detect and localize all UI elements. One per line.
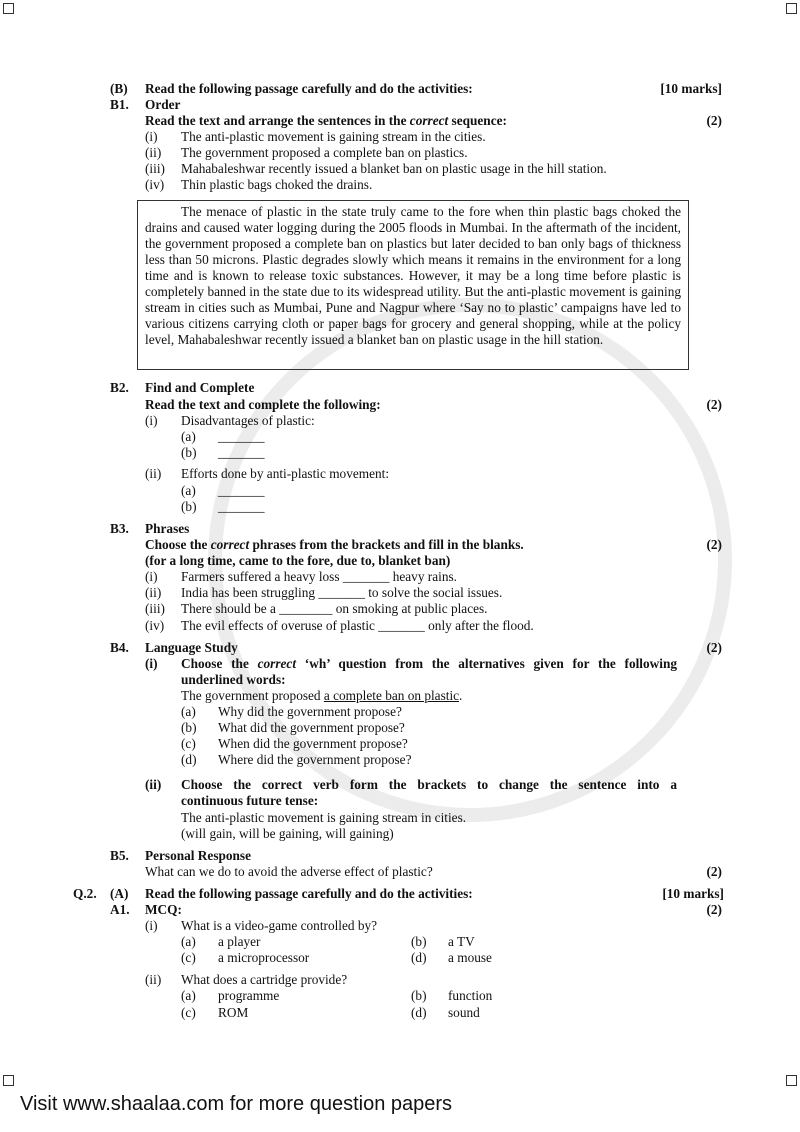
instruction-text: Choose the [145,537,211,552]
answer-blank: _______ [218,445,265,460]
b5-title: Personal Response [145,848,252,863]
b5-marks: (2) [706,864,722,879]
prompt: Efforts done by anti-plastic movement: [181,466,390,481]
item-number: (iv) [145,618,165,633]
a1-label: A1. [110,902,130,917]
b5-label: B5. [110,848,129,863]
item-number: (i) [145,918,158,933]
answer-blank: _______ [218,429,265,444]
b1-marks: (2) [706,113,722,128]
option-text: a microprocessor [218,950,310,965]
section-title: Read the following passage carefully and do the activities: [145,81,473,96]
answer-blank: _______ [218,483,265,498]
sentence: Farmers suffered a heavy loss _______ heavy rains. [181,569,457,584]
b4-ii-question: Choose the correct verb form the brackets to change the sentence into a [181,777,677,792]
question-text: Choose the [181,656,258,671]
passage-box: The menace of plastic in the state truly came to the fore when thin plastic bags choked the drains and caused water logging during the 2005 floods in Mumbai. In the aftermath of the incident, the government proposed a complete ban on plastics but later decided to ban only bags of thickness less than 50 microns. Plastic degrades slowly which means it remains in the environment for a long time and is known to release toxic substances. However, it may be a long time before plastic is completely banned in the state due to its widespread utility. But the anti-plastic movement is gaining stream in cities such as Mumbai, Pune and Nagpur where ‘Say no to plastic’ campaigns have led to various citizens carrying cloth or paper bags for grocery and general shopping, while at the policy level, Mahabaleshwar recently issued a blanket ban on plastic usage in the hill station. [137,200,689,370]
question-emphasis: correct [257,656,297,671]
sub-label: (b) [181,499,197,514]
option-text: sound [448,1005,480,1020]
sentence: There should be a ________ on smoking at public places. [181,601,488,616]
item-number: (ii) [145,972,162,987]
mcq-question: What is a video-game controlled by? [181,918,378,933]
mcq-question: What does a cartridge provide? [181,972,348,987]
corner-mark [786,3,797,14]
b2-instruction: Read the text and complete the following: [145,397,381,412]
item-number: (ii) [145,585,162,600]
option-label: (c) [181,950,196,965]
b4-label: B4. [110,640,129,655]
instruction-text: sequence: [448,113,507,128]
q2-sub: (A) [110,886,129,901]
b2-marks: (2) [706,397,722,412]
sentence: India has been struggling _______ to solve the social issues. [181,585,503,600]
option-label: (b) [181,720,197,735]
q2-marks: [10 marks] [662,886,724,901]
item-number: (iv) [145,177,165,192]
b4-title: Language Study [145,640,238,655]
option-text: ROM [218,1005,249,1020]
section-marks: [10 marks] [660,81,722,96]
instruction-text: Read the text and arrange the sentences in the [145,113,410,128]
b2-title: Find and Complete [145,380,255,395]
b3-instruction [145,537,524,553]
item-number: (ii) [145,777,162,792]
option-label: (a) [181,934,196,949]
item-number: (i) [145,569,158,584]
b1-instruction [145,113,507,129]
option-text: a player [218,934,261,949]
sentence: The evil effects of overuse of plastic _______ only after the flood. [181,618,534,633]
option-text: Why did the government propose? [218,704,402,719]
sub-label: (a) [181,429,196,444]
option-text: programme [218,988,280,1003]
instruction-text: phrases from the brackets and fill in the blanks. [249,537,524,552]
option-text: What did the government propose? [218,720,405,735]
option-label: (c) [181,1005,196,1020]
sentence-text: The government proposed [181,688,324,703]
section-label: (B) [110,81,128,96]
option-label: (b) [411,988,427,1003]
b4-marks: (2) [706,640,722,655]
b3-options: (for a long time, came to the fore, due to, blanket ban) [145,553,451,568]
b4-ii-question-cont: continuous future tense: [181,793,319,808]
item-number: (i) [145,656,158,671]
sub-label: (b) [181,445,197,460]
corner-mark [786,1075,797,1086]
option-label: (d) [411,1005,427,1020]
sub-label: (a) [181,483,196,498]
option-text: a TV [448,934,475,949]
a1-marks: (2) [706,902,722,917]
b1-title: Order [145,97,181,112]
option-text: Where did the government propose? [218,752,412,767]
b4-i-question [181,656,677,672]
corner-mark [3,1075,14,1086]
corner-mark [3,3,14,14]
item-number: (i) [145,129,158,144]
b3-label: B3. [110,521,129,536]
option-label: (d) [181,752,197,767]
sentence: Mahabaleshwar recently issued a blanket ban on plastic usage in the hill station. [181,161,607,176]
b5-question: What can we do to avoid the adverse effect of plastic? [145,864,433,879]
b4-ii-options: (will gain, will be gaining, will gaining) [181,826,394,841]
option-text: function [448,988,493,1003]
item-number: (iii) [145,161,165,176]
option-label: (c) [181,736,196,751]
a1-title: MCQ: [145,902,182,917]
sentence: The government proposed a complete ban on plastics. [181,145,468,160]
option-label: (d) [411,950,427,965]
sentence: The anti-plastic movement is gaining stream in the cities. [181,129,486,144]
b3-marks: (2) [706,537,722,552]
instruction-emphasis: correct [210,537,250,552]
item-number: (i) [145,413,158,428]
b4-i-sentence [181,688,462,704]
answer-blank: _______ [218,499,265,514]
prompt: Disadvantages of plastic: [181,413,315,428]
underlined-words: a complete ban on plastic [323,688,460,703]
b2-label: B2. [110,380,129,395]
b1-label: B1. [110,97,129,112]
item-number: (ii) [145,466,162,481]
item-number: (iii) [145,601,165,616]
b4-ii-sentence: The anti-plastic movement is gaining stream in cities. [181,810,467,825]
option-label: (a) [181,988,196,1003]
sentence-text: . [459,688,463,703]
question-text: ‘wh’ question from the alternatives given for the following [296,656,677,671]
q2-title: Read the following passage carefully and do the activities: [145,886,473,901]
sentence: Thin plastic bags choked the drains. [181,177,373,192]
instruction-emphasis: correct [409,113,449,128]
q2-label: Q.2. [73,886,97,901]
item-number: (ii) [145,145,162,160]
option-text: a mouse [448,950,492,965]
footer-link-text: Visit www.shaalaa.com for more question papers [20,1093,453,1115]
b4-i-question-cont: underlined words: [181,672,286,687]
b3-title: Phrases [145,521,190,536]
option-label: (b) [411,934,427,949]
option-text: When did the government propose? [218,736,408,751]
option-label: (a) [181,704,196,719]
